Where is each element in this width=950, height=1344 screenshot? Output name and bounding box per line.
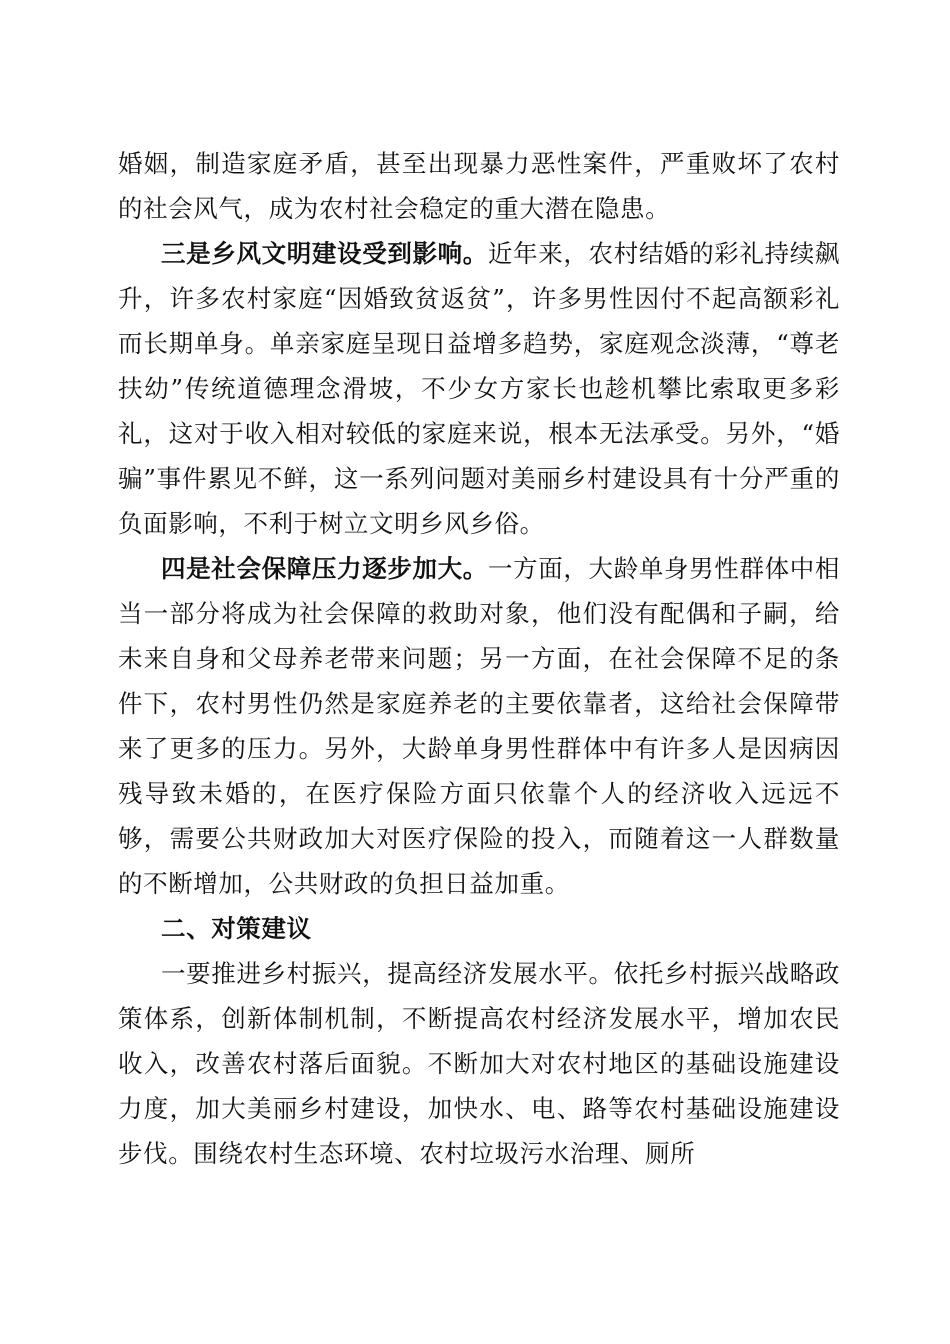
paragraph-text: 一要推进乡村振兴，提高经济发展水平。依托乡村振兴战略政策体系，创新体制机制，不断提高农村经济发展水平，增加农民收入，改善农村落后面貌。不断加大对农村地区的基础设施建设力度，加大美丽乡村建设，加快水、电、路等农村基础设施建设步伐。围绕农村生态环境、农村垃圾污水治理、厕所 (118, 959, 840, 1168)
section-heading: 二、对策建议 (161, 914, 312, 943)
paragraph-rural-revitalization (118, 951, 840, 1176)
paragraph-continuation (118, 141, 840, 231)
paragraph-social-security (118, 546, 840, 906)
document-body (118, 141, 840, 1176)
paragraph-text: 婚姻，制造家庭矛盾，甚至出现暴力恶性案件，严重败坏了农村的社会风气，成为农村社会稳定的重大潜在隐患。 (118, 149, 840, 223)
paragraph-lead: 四是社会保障压力逐步加大。 (161, 554, 488, 583)
paragraph-rural-civilization (118, 231, 840, 546)
paragraph-text: 近年来，农村结婚的彩礼持续飙升，许多农村家庭“因婚致贫返贫”，许多男性因付不起高额彩礼而长期单身。单亲家庭呈现日益增多趋势，家庭观念淡薄，“尊老扶幼”传统道德理念滑坡，不少女方家长也趁机攀比索取更多彩礼，这对于收入相对较低的家庭来说，根本无法承受。另外，“婚骗”事件累见不鲜，这一系列问题对美丽乡村建设具有十分严重的负面影响，不利于树立文明乡风乡俗。 (118, 239, 840, 538)
paragraph-text: 一方面，大龄单身男性群体中相当一部分将成为社会保障的救助对象，他们没有配偶和子嗣，给未来自身和父母养老带来问题；另一方面，在社会保障不足的条件下，农村男性仍然是家庭养老的主要依靠者，这给社会保障带来了更多的压力。另外，大龄单身男性群体中有许多人是因病因残导致未婚的，在医疗保险方面只依靠个人的经济收入远远不够，需要公共财政加大对医疗保险的投入，而随着这一人群数量的不断增加，公共财政的负担日益加重。 (118, 554, 840, 898)
paragraph-lead: 三是乡风文明建设受到影响。 (161, 239, 488, 268)
